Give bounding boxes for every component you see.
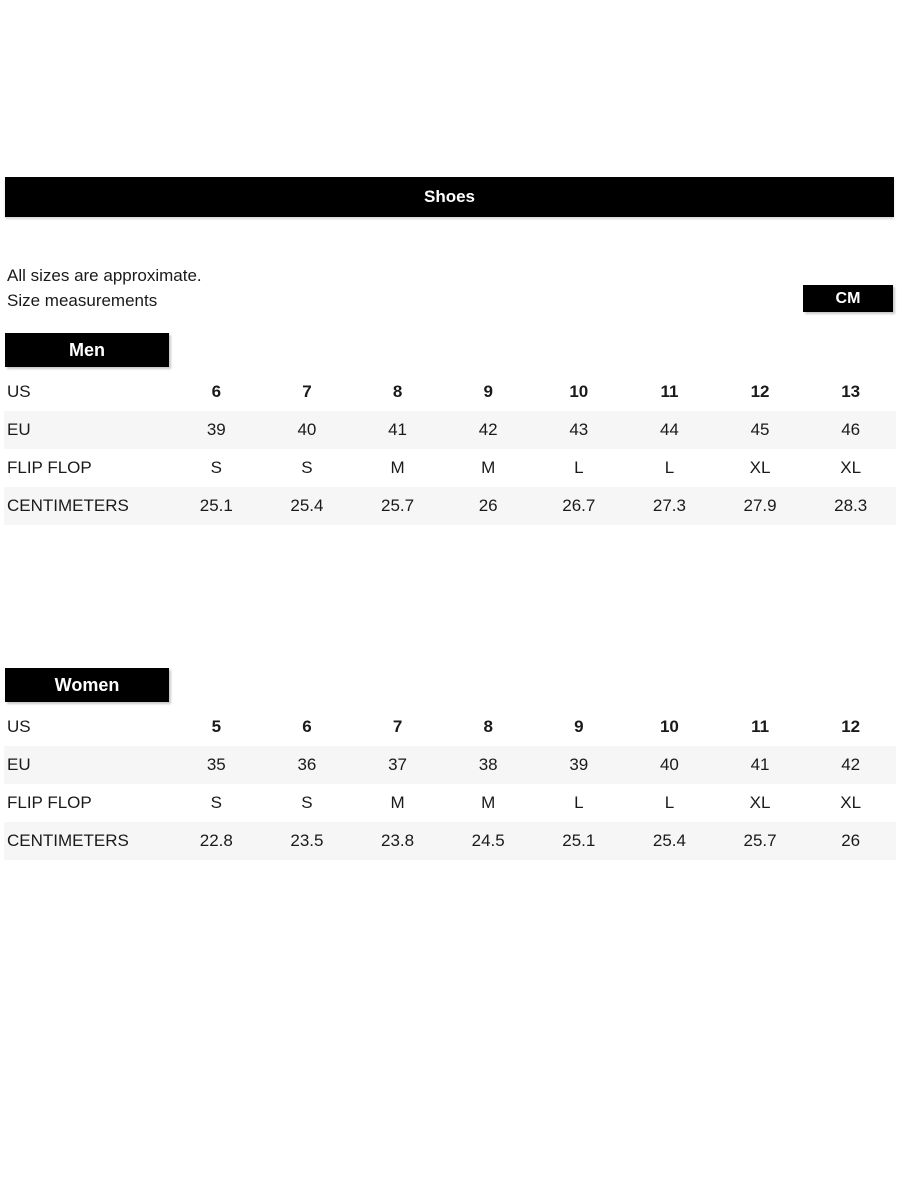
table-row [4, 487, 896, 525]
notes-block [7, 263, 893, 313]
section-badge-women [5, 668, 169, 702]
table-row [4, 784, 896, 822]
size-value: 8 [483, 717, 493, 736]
size-value: S [210, 458, 222, 477]
size-value: 44 [659, 420, 679, 439]
size-value: 40 [659, 755, 679, 774]
size-value: 5 [211, 717, 222, 736]
size-value: 25.1 [199, 496, 233, 515]
size-value: 13 [841, 382, 861, 401]
section-title-men: Men [69, 339, 105, 360]
size-value: L [574, 793, 584, 812]
section-badge-men [5, 333, 169, 367]
size-value: S [301, 793, 313, 812]
size-value: 25.1 [562, 831, 596, 850]
size-value: 23.5 [290, 831, 324, 850]
size-value: 41 [750, 755, 770, 774]
row-label: EU [7, 420, 31, 439]
women-size-table [4, 708, 896, 860]
size-value: 11 [660, 382, 679, 401]
men-size-table [4, 373, 896, 525]
category-header-bar [5, 177, 894, 217]
size-value: 37 [388, 755, 408, 774]
size-value: 39 [206, 420, 226, 439]
size-value: L [664, 458, 675, 477]
section-title-women: Women [54, 674, 120, 695]
size-value: S [301, 458, 313, 477]
row-label: US [7, 382, 31, 401]
size-value: 12 [841, 717, 861, 736]
size-value: L [664, 793, 675, 812]
size-value: 42 [841, 755, 861, 774]
size-value: 25.7 [381, 496, 415, 515]
size-value: 35 [206, 755, 226, 774]
size-value: XL [840, 793, 862, 812]
size-value: 7 [392, 717, 403, 736]
size-value: XL [749, 458, 771, 477]
size-value: 7 [302, 382, 312, 401]
note-line-approximate: All sizes are approximate. [7, 266, 202, 285]
size-value: M [481, 458, 496, 477]
table-row [4, 746, 896, 784]
size-value: 12 [750, 382, 770, 401]
row-label: CENTIMETERS [7, 831, 129, 850]
size-value: M [390, 793, 405, 812]
size-value: 24.5 [471, 831, 505, 850]
size-value: 10 [659, 717, 679, 736]
size-value: M [390, 458, 405, 477]
size-value: M [481, 793, 496, 812]
size-value: 6 [211, 382, 222, 401]
size-value: 22.8 [199, 831, 233, 850]
size-value: 28.3 [834, 496, 868, 515]
size-value: XL [749, 793, 771, 812]
size-value: 26 [478, 496, 498, 515]
size-value: 42 [478, 420, 498, 439]
size-value: 41 [388, 420, 408, 439]
size-value: 9 [483, 382, 493, 401]
size-value: 43 [569, 420, 589, 439]
table-row [4, 822, 896, 860]
table-row [4, 411, 896, 449]
size-value: 39 [569, 755, 589, 774]
size-value: 36 [297, 755, 317, 774]
size-value: 38 [478, 755, 498, 774]
size-value: 11 [751, 717, 770, 736]
table-row [4, 449, 896, 487]
size-value: 6 [302, 717, 312, 736]
size-value: S [210, 793, 222, 812]
size-value: 26 [841, 831, 861, 850]
size-value: 40 [297, 420, 317, 439]
size-value: 25.4 [652, 831, 686, 850]
row-label: FLIP FLOP [7, 458, 92, 477]
row-label: FLIP FLOP [7, 793, 92, 812]
size-value: 8 [392, 382, 403, 401]
size-value: 9 [574, 717, 584, 736]
size-value: XL [840, 458, 862, 477]
row-label: US [7, 717, 31, 736]
row-label: EU [7, 755, 31, 774]
size-value: 10 [569, 382, 589, 401]
size-value: 27.3 [652, 496, 686, 515]
note-line-measurements: Size measurements [7, 291, 158, 310]
size-value: 46 [841, 420, 861, 439]
size-value: L [574, 458, 584, 477]
unit-toggle-cm[interactable]: CM [803, 285, 893, 312]
table-row [4, 373, 896, 411]
category-title: Shoes [423, 187, 476, 206]
table-row [4, 708, 896, 746]
size-value: 25.7 [743, 831, 777, 850]
size-value: 25.4 [290, 496, 324, 515]
size-value: 27.9 [743, 496, 777, 515]
size-value: 45 [750, 420, 770, 439]
size-value: 26.7 [562, 496, 596, 515]
row-label: CENTIMETERS [7, 496, 129, 515]
size-value: 23.8 [381, 831, 415, 850]
